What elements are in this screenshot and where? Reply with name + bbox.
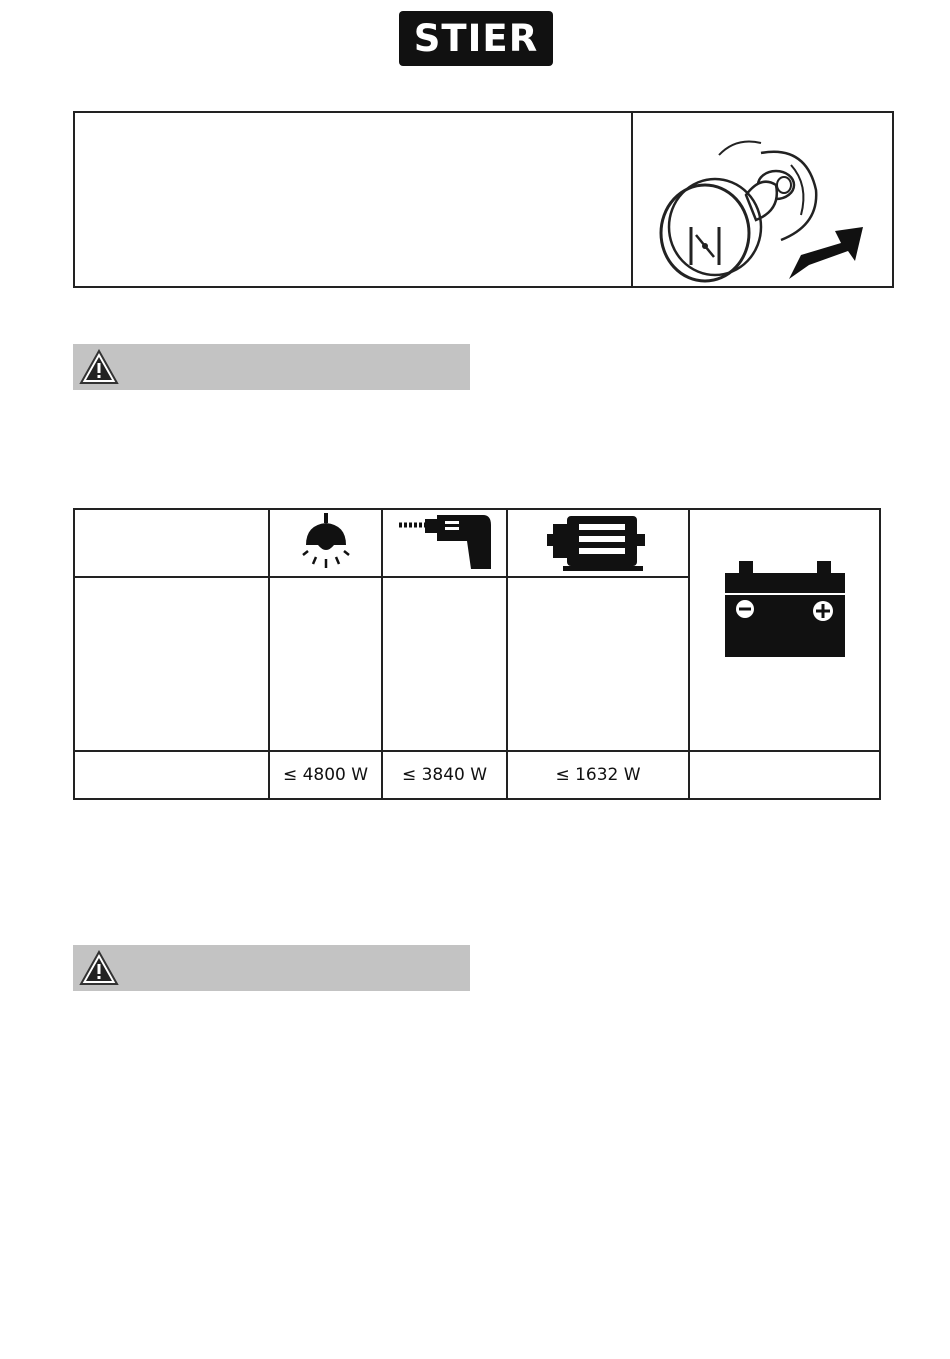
table-cell-empty [507,577,689,751]
drill-header-cell [382,509,507,577]
logo-text: STIER [413,17,539,60]
table-cell-empty [382,577,507,751]
motor-power-rating: ≤ 1632 W [507,751,689,799]
ceiling-lamp-icon [296,511,356,571]
box-divider [631,113,633,286]
lamp-power-rating: ≤ 4800 W [269,751,382,799]
battery-cell [689,509,880,751]
car-battery-icon [725,559,845,657]
table-cell-empty [74,577,269,751]
motor-header-cell [507,509,689,577]
warning-bar [73,344,470,390]
choke-instruction-box [73,111,894,288]
warning-triangle-icon [79,349,119,385]
electric-motor-icon [543,510,653,572]
table-cell-empty [689,751,880,799]
choke-knob-pull-icon [641,115,888,285]
appliance-power-table [73,508,881,800]
warning-bar [73,945,470,991]
brand-logo [399,11,553,66]
warning-triangle-icon [79,950,119,986]
power-drill-icon [395,511,495,571]
lamp-header-cell [269,509,382,577]
table-cell-empty [74,509,269,577]
drill-power-rating: ≤ 3840 W [382,751,507,799]
table-cell-empty [74,751,269,799]
table-cell-empty [269,577,382,751]
